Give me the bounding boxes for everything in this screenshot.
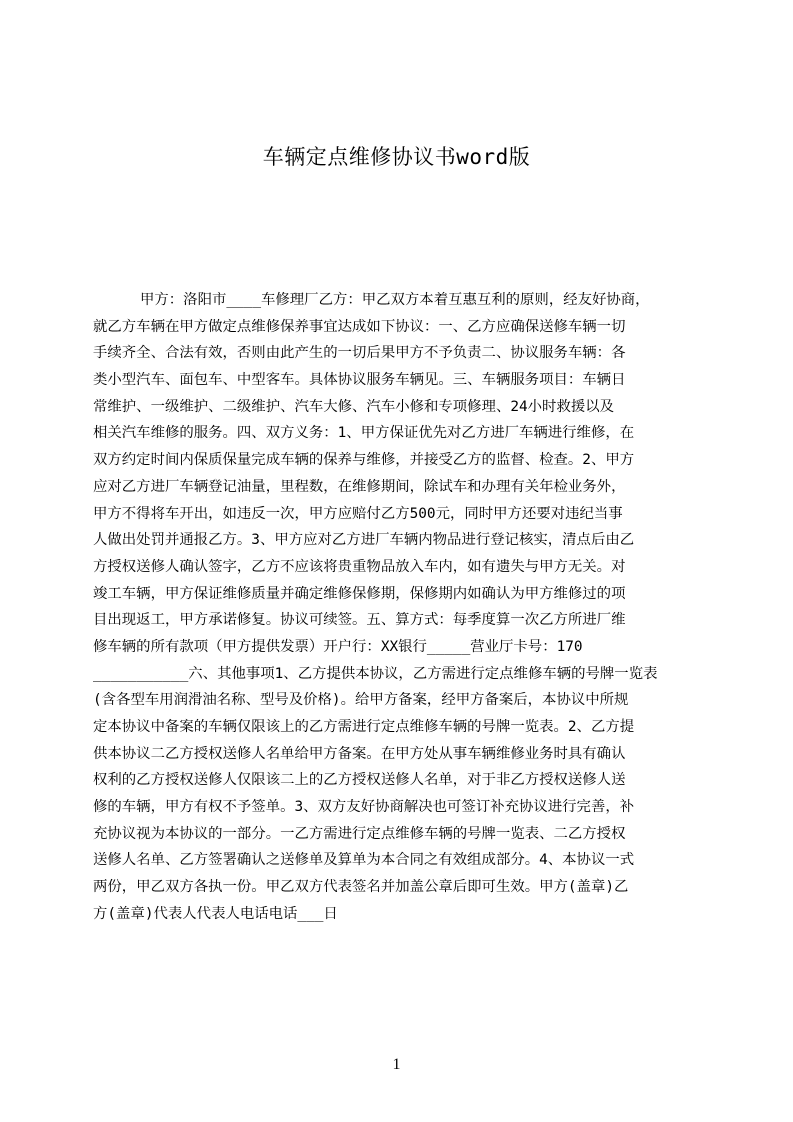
body-line: 就乙方车辆在甲方做定点维修保养事宜达成如下协议：一、乙方应确保送修车辆一切 [93,318,626,335]
body-line: 供本协议二乙方授权送修人名单给甲方备案。在甲方处从事车辆维修业务时具有确认 [93,745,626,762]
body-line: ___________六、其他事项1、乙方提供本协议，乙方需进行定点维修车辆的号牌一览表 [93,665,658,682]
body-line: (含各型车用润滑油名称、型号及价格)。给甲方备案，经甲方备案后，本协议中所规 [93,692,629,709]
body-line: 送修人名单、乙方签署确认之送修单及算单为本合同之有效组成部分。4、本协议一式 [93,852,635,869]
body-line: 定本协议中备案的车辆仅限该上的乙方需进行定点维修车辆的号牌一览表。2、乙方提 [93,719,635,735]
body-line: 方(盖章)代表人代表人电话电话___日 [93,905,338,922]
body-line: 方授权送修人确认签字，乙方不应该将贵重物品放入车内，如有遗失与甲方无关。对 [93,558,626,575]
body-line: 类小型汽车、面包车、中型客车。具体协议服务车辆见。三、车辆服务项目：车辆日 [93,372,626,389]
body-line: 相关汽车维修的服务。四、双方义务：1、甲方保证优先对乙方进厂车辆进行维修，在 [93,425,635,442]
body-line: 人做出处罚并通报乙方。3、甲方应对乙方进厂车辆内物品进行登记核实，清点后由乙 [93,532,635,549]
body-line: 手续齐全、合法有效，否则由此产生的一切后果甲方不予负责二、协议服务车辆：各 [93,345,626,362]
body-line: 常维护、一级维护、二级维护、汽车大修、汽车小修和专项修理、24小时救援以及 [93,398,615,415]
body-line: 修的车辆，甲方有权不予签单。3、双方友好协商解决也可签订补充协议进行完善，补 [93,799,635,816]
body-line: 竣工车辆，甲方保证维修质量并确定维修保修期，保修期内如确认为甲方维修过的项 [93,585,626,602]
body-line: 甲方不得将车开出，如违反一次，甲方应赔付乙方500元，同时甲方还要对违纪当事 [93,505,623,522]
body-line: 甲方：洛阳市____车修理厂乙方：甲乙双方本着互惠互利的原则，经友好协商， [140,292,650,308]
body-line: 充协议视为本协议的一部分。一乙方需进行定点维修车辆的号牌一览表、二乙方授权 [93,825,626,842]
body-line: 两份，甲乙双方各执一份。甲乙双方代表签名并加盖公章后即可生效。甲方(盖章)乙 [93,879,629,896]
body-paragraph [93,287,697,932]
page-number: 1 [392,1056,401,1073]
document-title: 车辆定点维修协议书word版 [262,145,531,169]
body-line: 应对乙方进厂车辆登记油量，里程数，在维修期间，除试车和办理有关年检业务外， [93,478,626,495]
body-line: 目出现返工，甲方承诺修复。协议可续签。五、算方式：每季度算一次乙方所进厂维 [93,612,626,629]
body-line: 双方约定时间内保质保量完成车辆的保养与维修，并接受乙方的监督、检查。2、甲方 [93,452,635,469]
body-line: 修车辆的所有款项（甲方提供发票）开户行：XX银行_____营业厅卡号：170 [93,638,583,655]
body-line: 权利的乙方授权送修人仅限该二上的乙方授权送修人名单，对于非乙方授权送修人送 [93,772,626,789]
